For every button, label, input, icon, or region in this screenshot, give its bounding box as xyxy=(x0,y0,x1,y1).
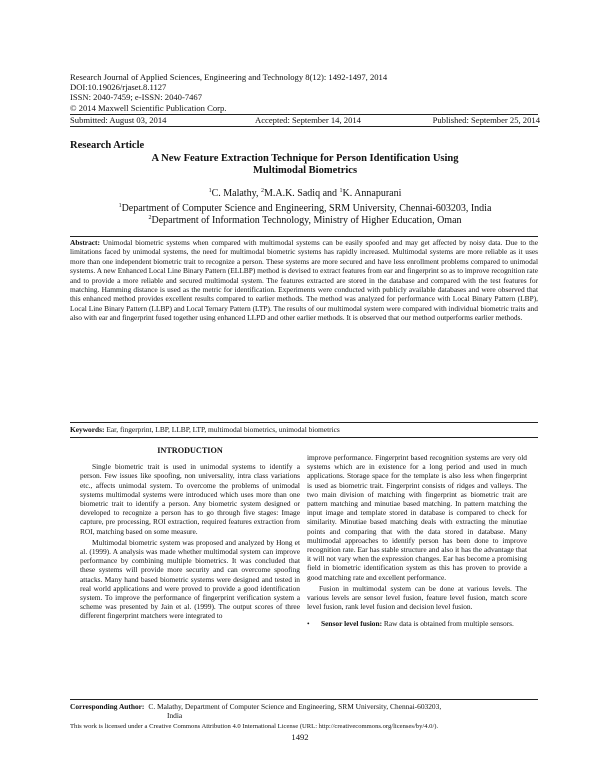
column-left xyxy=(80,446,300,621)
abstract-rule-top xyxy=(70,236,538,237)
affiliation-2 xyxy=(70,215,540,227)
corresponding-author-text: C. Malathy, Department of Computer Science and Engineering, SRM University, Chennai-603203, xyxy=(148,702,442,711)
author-2-sup: 2 xyxy=(260,188,264,194)
keywords-text: Ear, fingerprint, LBP, LLBP, LTP, multimodal biometrics, unimodal biometrics xyxy=(104,425,340,434)
journal-issn: ISSN: 2040-7459; e-ISSN: 2040-7467 xyxy=(70,92,203,103)
author-1: C. Malathy, xyxy=(211,188,261,199)
footer-rule xyxy=(70,699,538,700)
column-right xyxy=(307,453,527,629)
journal-header xyxy=(70,72,540,113)
author-3: K. Annapurani xyxy=(342,188,402,199)
title-line-1: A New Feature Extraction Technique for Person Identification Using xyxy=(151,153,459,164)
abstract xyxy=(70,238,538,323)
page-number: 1492 xyxy=(291,732,309,742)
intro-paragraph-3: improve performance. Fingerprint based recognition systems are very old systems which are in existence for a long period and used in much applications. Storage space for the template is also less when fingerprint is used as biometric trait. Fingerprint consists of ridges and valleys. The two main division of matching with fingerprint as biometric trait are pattern matching and minutiae based matching. In pattern matching the input image and template stored in database is compared to check for similarity. Minutiae based matching deals with extracting the minutiae points and comparing that with the data stored in database. Many multimodal approaches to identify person has been done to improve recognition rate. Ear has stable structure and also it has the advantage that it will not vary when the expression changes. Ear has become a promising field in biometric identification system as this has proven to provide a good matching rate and excellent performance. xyxy=(307,453,527,582)
keywords xyxy=(70,425,538,434)
affiliation-1 xyxy=(70,203,540,215)
abstract-rule-bottom xyxy=(70,422,538,423)
intro-paragraph-1: Single biometric trait is used in unimodal systems to identify a person. Few issues like spoofing, non universality, intra class variations etc., affects unimodal system. To overcome the problems of unimodal systems multimodal systems were introduced which uses more than one biometric trait to identify a person. Any biometric system designed or developed to recognize a person has to go through five stages: Image capture, pre processing, ROI extraction, required features extraction from ROI, matching based on some measure. xyxy=(80,462,300,536)
intro-paragraph-4: Fusion in multimodal system can be done at various levels. The various levels are sensor level fusion, feature level fusion, match score level fusion, rank level fusion and decision level fusion. xyxy=(307,583,527,612)
author-2: M.A.K. Sadiq and xyxy=(263,188,340,199)
introduction-heading: INTRODUCTION xyxy=(157,446,223,455)
author-1-sup: 1 xyxy=(208,188,212,194)
title-line-2: Multimodal Biometrics xyxy=(252,165,358,176)
affiliation-2-text: Department of Information Technology, Ministry of Higher Education, Oman xyxy=(151,215,462,226)
corresponding-author-country: India xyxy=(167,711,183,721)
bullet-label: Sensor level fusion: xyxy=(321,619,383,629)
header-rule-bottom xyxy=(70,126,538,127)
corresponding-author-label: Corresponding Author: xyxy=(70,702,145,711)
corresponding-author-row xyxy=(70,702,540,711)
article-type: Research Article xyxy=(70,140,145,151)
journal-copyright: © 2014 Maxwell Scientific Publication Corp. xyxy=(70,102,227,113)
license-note: This work is licensed under a Creative Commons Attribution 4.0 International License (URL: http://creativecommons.org/licenses/by/4.0/). xyxy=(70,723,439,730)
journal-citation: Research Journal of Applied Sciences, Engineering and Technology 8(12): 1492-1497, 2014 xyxy=(70,72,388,82)
bullet-text xyxy=(321,619,527,628)
article-title xyxy=(70,153,540,177)
bullet-body: Raw data is obtained from multiple sensors. xyxy=(382,619,514,629)
list-item xyxy=(307,619,527,628)
corresponding-author xyxy=(70,702,540,720)
affiliation-1-text: Department of Computer Science and Engineering, SRM University, Chennai-603203, India xyxy=(121,203,492,214)
author-list xyxy=(70,188,540,200)
abstract-label: Abstract: xyxy=(70,238,100,247)
accepted-date: Accepted: September 14, 2014 xyxy=(255,115,361,125)
bullet-icon: • xyxy=(307,619,310,629)
abstract-text: Unimodal biometric systems when compared with multimodal systems can be easily spoofed and may get affected by noisy data. Due to the limitations faced by unimodal systems, the need for multimodal biometric systems has rapidly increased. Multimodal systems are more reliable as it uses more than one independent biometric trait to recognize a person. These systems are more secured and have less enrollment problems compared to unimodal systems. A new Enhanced Local Line Binary Pattern (ELLBP) method is devised to extract features from ear and fingerprint so as to improve recognition rate and to provide a more reliable and secured multimodal system. The features extracted are stored in the database and compared with the test features for matching. Hamming distance is used as the metric for identification. Experiments were conducted with publicly available databases and were observed that this enhanced method provides excellent results compared to earlier methods. The method was analyzed for performance with Local Binary Pattern (LBP), Local Line Binary Pattern (LLBP) and Local Ternary Pattern (LTP). The results of our multimodal system were compared with individual biometric traits and also with ear and fingerprint fused together using enhanced LLPD and other earlier methods. It is observed that our method outperforms earlier methods. xyxy=(70,238,538,323)
affiliation-1-sup: 1 xyxy=(118,203,122,209)
intro-paragraph-2: Multimodal biometric system was proposed and analyzed by Hong et al. (1999). A analysis was made whether multimodal system can improve performance by combining multiple biometrics. It was concluded that these systems will provide more security and can overcome spoofing attacks. Many hand based biometric systems were designed and tested in real world applications and were proved to provide a good identification system. To improve the performance of fingerprint verification system a scheme was presented by Jain et al. (1999). The output scores of three different fingerprint matchers were integrated to xyxy=(80,537,300,621)
author-3-sup: 1 xyxy=(339,188,343,194)
submitted-date: Submitted: August 03, 2014 xyxy=(70,115,167,125)
journal-doi: DOI:10.19026/rjaset.8.1127 xyxy=(70,82,167,93)
published-date: Published: September 25, 2014 xyxy=(432,115,540,125)
affiliation-2-sup: 2 xyxy=(148,215,152,221)
keywords-rule xyxy=(70,437,538,438)
keywords-label: Keywords: xyxy=(70,425,105,434)
